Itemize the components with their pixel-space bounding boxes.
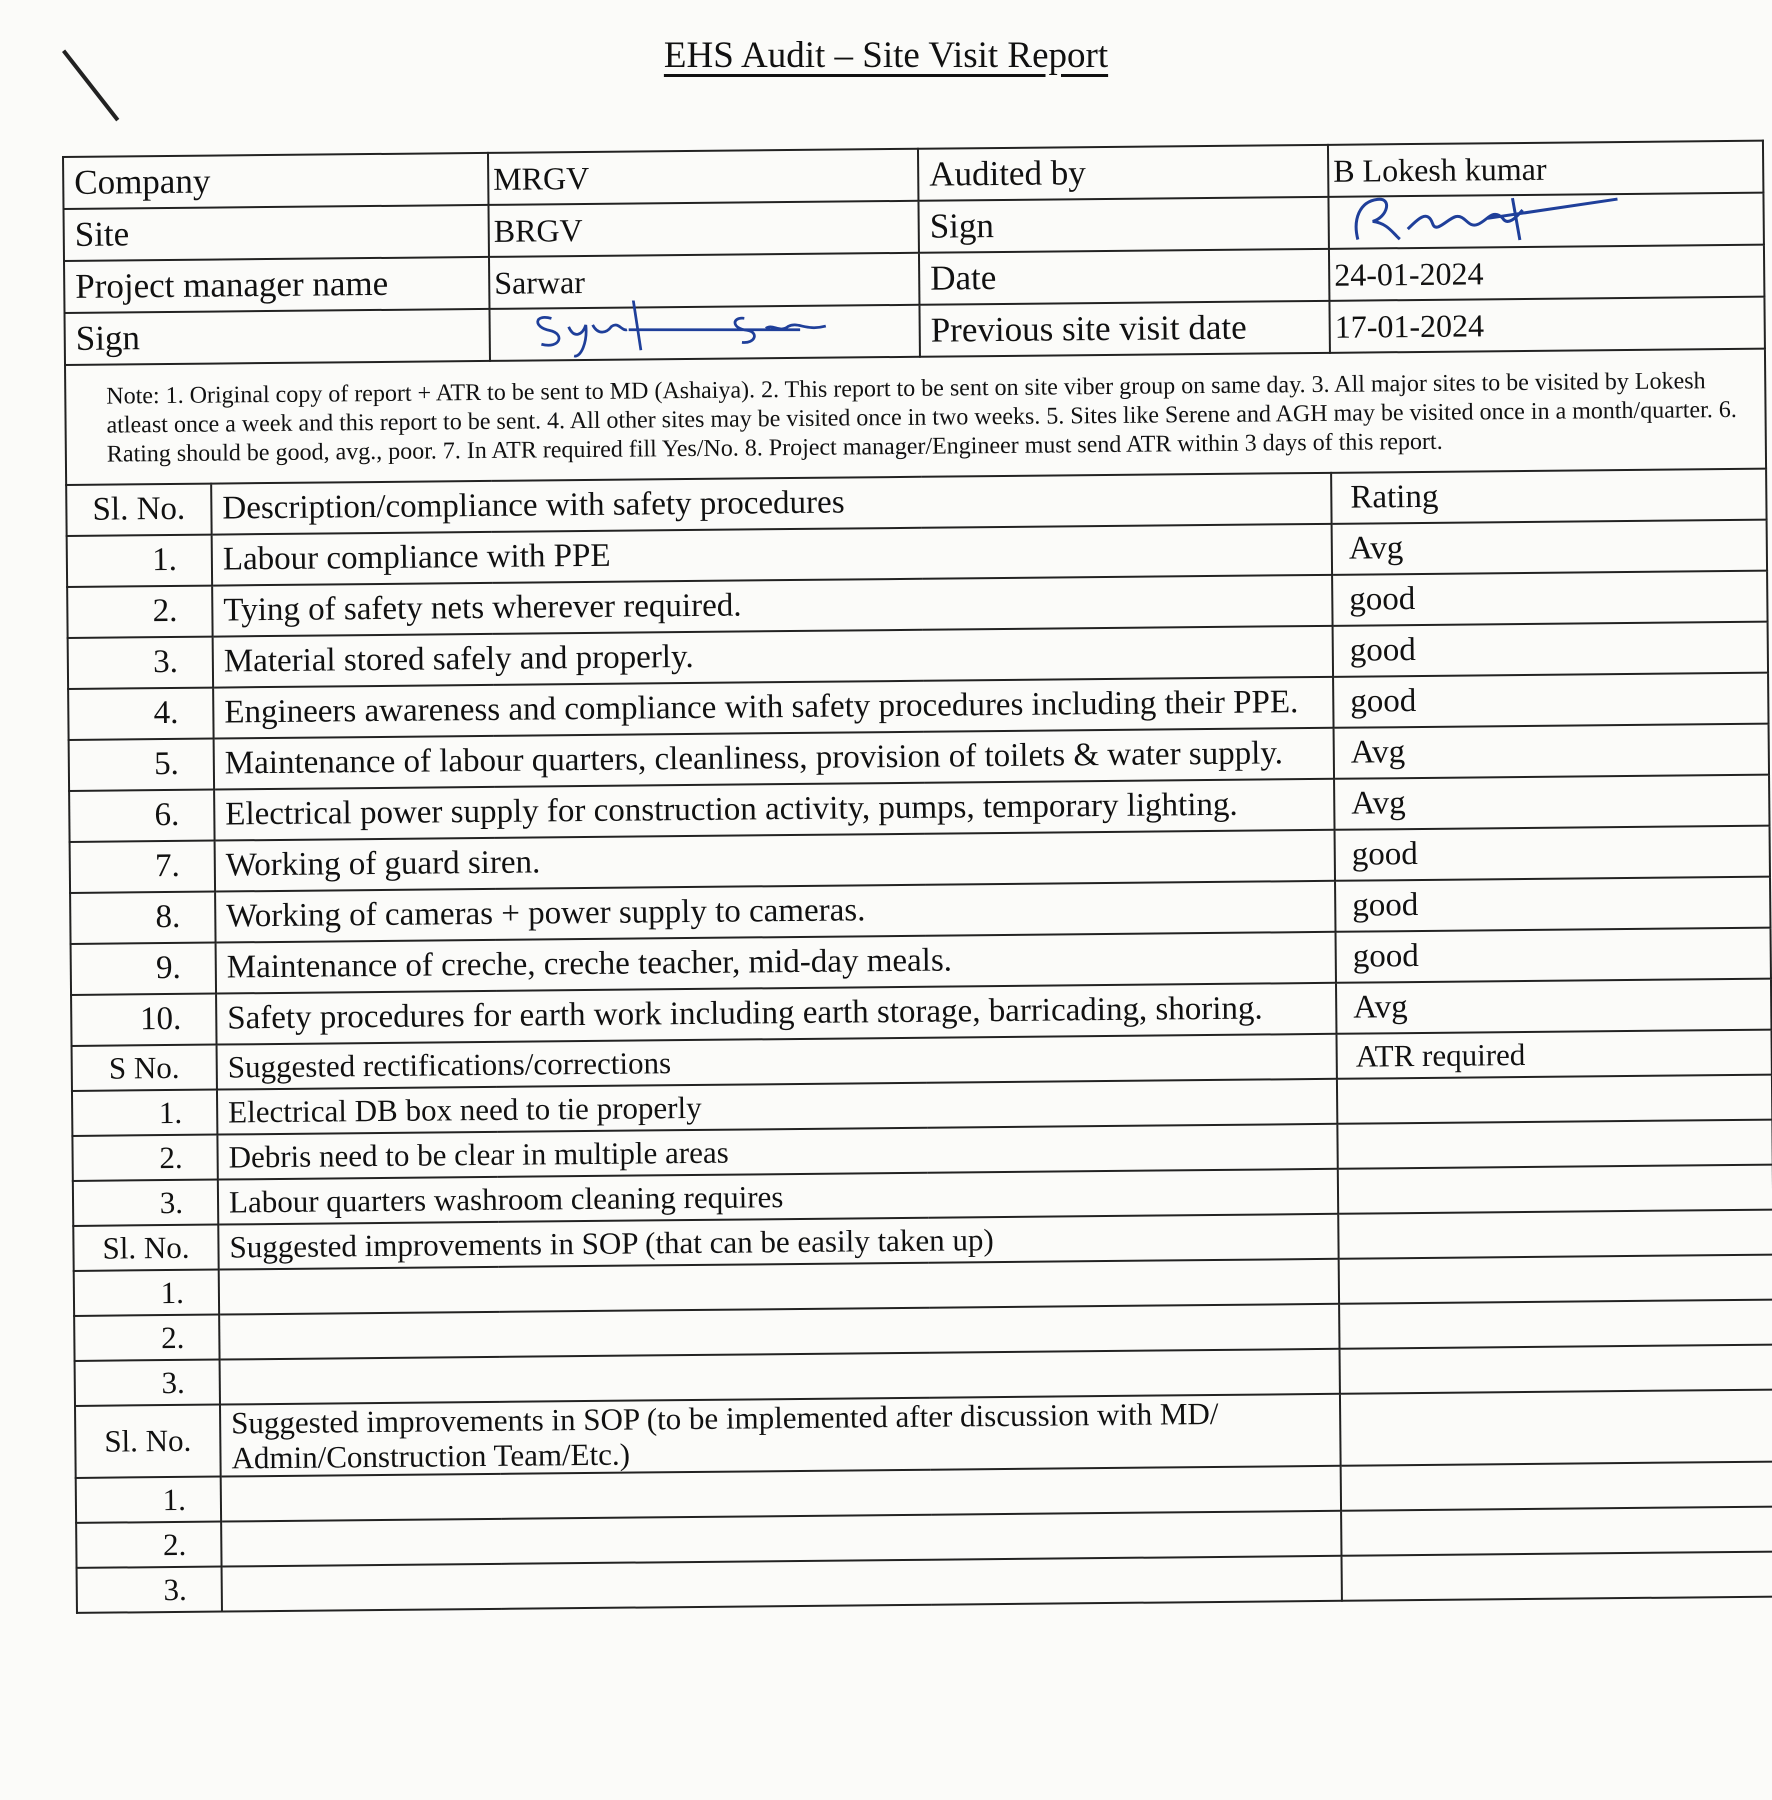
row-rating: good [1335, 877, 1770, 932]
empty-cell [1338, 1210, 1772, 1259]
row-description: Working of guard siren. [215, 830, 1335, 892]
sop-easy-col-no: Sl. No. [73, 1225, 218, 1271]
row-description: Maintenance of labour quarters, cleanliness, provision of toilets & water supply. [214, 728, 1334, 790]
row-description: Electrical DB box need to tie properly [217, 1079, 1337, 1135]
company-label: Company [63, 153, 488, 209]
row-number: 10. [71, 994, 216, 1046]
site-label: Site [64, 205, 489, 261]
sop-discussion-col-no: Sl. No. [75, 1405, 221, 1478]
site-value: BRGV [489, 201, 919, 257]
row-number: 1. [74, 1270, 219, 1316]
sop-discussion-col-desc: Suggested improvements in SOP (to be implemented after discussion with MD/ Admin/Construction Team/Etc.) [220, 1394, 1341, 1477]
row-rating: good [1336, 928, 1771, 983]
row-description: Labour compliance with PPE [212, 524, 1332, 586]
prev-visit-value: 17-01-2024 [1329, 297, 1764, 353]
row-atr [1338, 1165, 1772, 1214]
empty-cell [1341, 1462, 1772, 1511]
row-description: Working of cameras + power supply to cameras. [215, 881, 1335, 943]
row-rating: good [1332, 571, 1767, 626]
compliance-col-no: Sl. No. [66, 484, 211, 536]
row-number: 8. [70, 892, 215, 944]
row-number: 9. [71, 943, 216, 995]
audited-by-label: Audited by [918, 145, 1328, 201]
pm-signature-cell [490, 305, 920, 361]
note-text: Note: 1. Original copy of report + ATR to be sent to MD (Ashaiya). 2. This report to be sent on site viber group on same day. 3. All major sites to be visited by Lokesh atleast once a week and this report to be sent. 4. All other sites may be visited once in two weeks. 5. Sites like Serene and AGH may be visited once in a month/quarter. 6. Rating should be good, avg., poor. 7. In ATR required fill Yes/No. 8. Project manager/Engineer must send ATR within 3 days of this report. [65, 349, 1766, 485]
pm-sign-label: Sign [65, 309, 490, 365]
empty-cell [1339, 1300, 1772, 1349]
row-number: 6. [69, 790, 214, 842]
report-sheet [62, 140, 1772, 1614]
row-rating: Avg [1332, 520, 1767, 575]
row-description: Tying of safety nets wherever required. [212, 575, 1332, 637]
pm-signature [498, 298, 879, 362]
empty-cell [1339, 1255, 1772, 1304]
empty-cell [1340, 1390, 1772, 1466]
row-rating: good [1335, 826, 1770, 881]
pm-label: Project manager name [64, 257, 489, 313]
row-description: Safety procedures for earth work including earth storage, barricading, shoring. [216, 983, 1336, 1045]
row-rating: Avg [1334, 724, 1769, 779]
row-number: 4. [68, 688, 213, 740]
row-number: 2. [72, 1135, 217, 1181]
sop-easy-col-desc: Suggested improvements in SOP (that can be easily taken up) [218, 1214, 1338, 1270]
row-number: 2. [74, 1315, 219, 1361]
page-title: EHS Audit – Site Visit Report [663, 35, 1109, 76]
note-row [65, 349, 1766, 485]
company-value: MRGV [488, 149, 918, 205]
row-number: 1. [67, 535, 212, 587]
row-rating: good [1333, 622, 1768, 677]
row-description: Labour quarters washroom cleaning requires [218, 1169, 1338, 1225]
compliance-col-desc: Description/compliance with safety procedures [211, 473, 1331, 535]
row-atr [1337, 1120, 1772, 1169]
row-description: Maintenance of creche, creche teacher, mid-day meals. [216, 932, 1336, 994]
row-description: Debris need to be clear in multiple areas [217, 1124, 1337, 1180]
audited-by-value: B Lokesh kumar [1328, 141, 1763, 197]
auditor-signature-cell [1328, 193, 1763, 249]
rectifications-col-atr: ATR required [1337, 1030, 1772, 1079]
date-value: 24-01-2024 [1329, 245, 1764, 301]
row-number: 7. [70, 841, 215, 893]
row-description: Material stored safely and properly. [213, 626, 1333, 688]
row-rating: Avg [1334, 775, 1769, 830]
row-number: 3. [75, 1360, 220, 1406]
empty-cell [1341, 1507, 1772, 1556]
row-description: Electrical power supply for construction activity, pumps, temporary lighting. [214, 779, 1334, 841]
row-number: 2. [76, 1522, 221, 1568]
row-number: 3. [68, 637, 213, 689]
row-description: Engineers awareness and compliance with safety procedures including their PPE. [213, 677, 1333, 739]
pm-value: Sarwar [489, 253, 919, 309]
row-atr [1337, 1075, 1772, 1124]
auditor-signature [1337, 187, 1628, 250]
report-table [62, 140, 1772, 1614]
date-label: Date [919, 249, 1329, 305]
row-rating: Avg [1336, 979, 1771, 1034]
empty-cell [1342, 1552, 1772, 1601]
row-number: 1. [72, 1090, 217, 1136]
row-number: 1. [76, 1477, 221, 1523]
compliance-col-rating: Rating [1331, 469, 1766, 524]
auditor-sign-label: Sign [918, 197, 1328, 253]
prev-visit-label: Previous site visit date [919, 301, 1329, 357]
empty-cell [1340, 1345, 1772, 1394]
row-rating: good [1333, 673, 1768, 728]
row-number: 2. [67, 586, 212, 638]
row-number: 3. [73, 1180, 218, 1226]
row-number: 3. [77, 1567, 222, 1613]
row-number: 5. [69, 739, 214, 791]
rectifications-col-desc: Suggested rectifications/corrections [217, 1034, 1337, 1090]
row-description [222, 1556, 1342, 1612]
rectifications-col-no: S No. [72, 1045, 217, 1091]
